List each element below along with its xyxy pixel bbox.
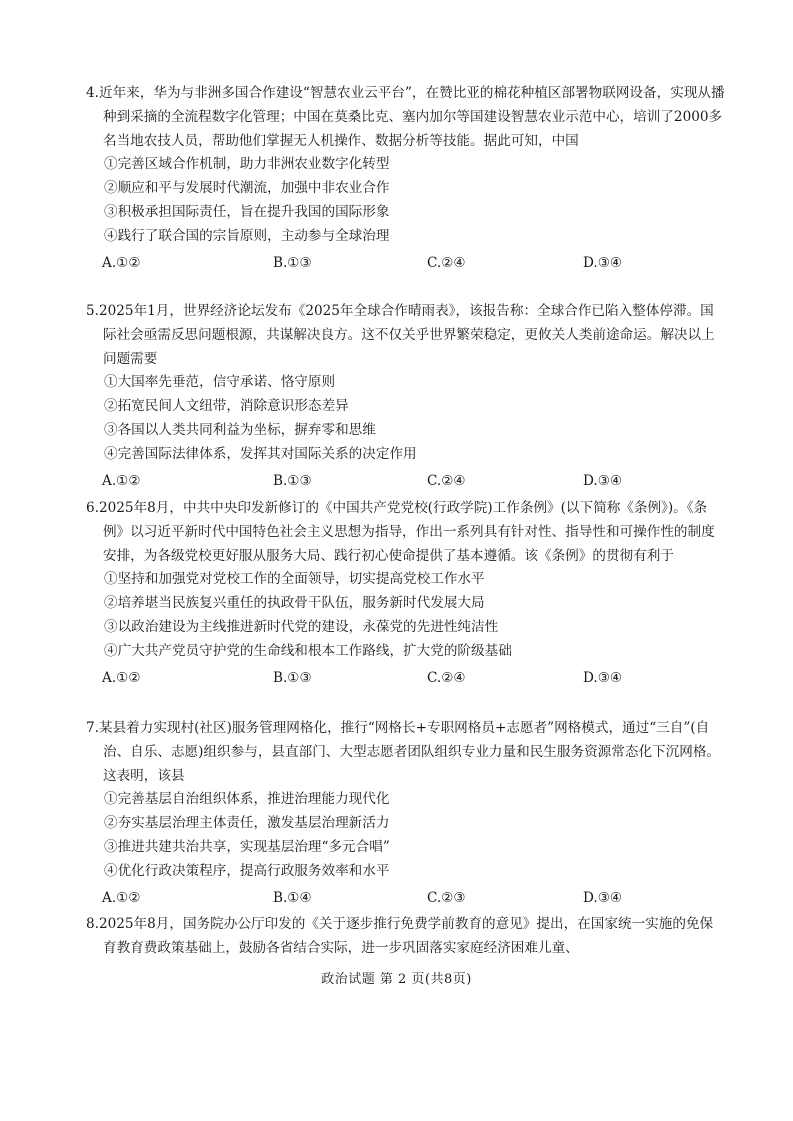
statement-3: ③积极承担国际责任，旨在提升我国的国际形象 xyxy=(104,203,390,220)
statement-1: ①完善基层自治组织体系，推进治理能力现代化 xyxy=(104,791,390,808)
choice-d: D.③④ xyxy=(583,889,623,906)
statement-2: ②夯实基层治理主体责任，激发基层治理新活力 xyxy=(104,815,390,832)
statement-3: ③推进共建共治共享，实现基层治理“多元合唱” xyxy=(104,838,390,855)
statement-4: ④完善国际法律体系，发挥其对国际关系的决定作用 xyxy=(104,445,417,462)
statement-4: ④广大共产党员守护党的生命线和根本工作路线，扩大党的阶级基础 xyxy=(104,642,512,659)
question-6 xyxy=(86,497,726,690)
statement-4: ④优化行政决策程序，提高行政服务效率和水平 xyxy=(104,862,390,879)
question-stem: 8.2025年8月，国务院办公厅印发的《关于逐步推行免费学前教育的意见》提出，在国家统一实施的免保育教育费政策基础上，鼓励各省结合实际，进一步巩固落实家庭经济困难儿童、 xyxy=(86,916,714,956)
question-stem: 7.某县着力实现村(社区)服务管理网格化，推行“网格长+专职网格员+志愿者”网格模式，通过“三自”(自治、自乐、志愿)组织参与，县直部门、大型志愿者团队组织专业力量和民生服务资源常态化下沉网格。这表明，该县 xyxy=(86,720,721,784)
choice-d: D.③④ xyxy=(583,472,623,489)
statement-1: ①坚持和加强党对党校工作的全面领导，切实提高党校工作水平 xyxy=(104,571,485,588)
choice-b: B.①③ xyxy=(273,669,312,686)
choice-c: C.②④ xyxy=(427,669,466,686)
statement-3: ③各国以人类共同利益为坐标，摒弃零和思维 xyxy=(104,421,376,438)
question-stem: 5.2025年1月，世界经济论坛发布《2025年全球合作晴雨表》，该报告称：全球合作已陷入整体停滞。国际社会亟需反思问题根源，共谋解决良方。这不仅关乎世界繁荣稳定，更攸关人类前途命运。解决以上问题需要 xyxy=(86,303,715,367)
question-stem: 4.近年来，华为与非洲多国合作建设“智慧农业云平台”，在赞比亚的棉花种植区部署物联网设备，实现从播种到采摘的全流程数字化管理；中国在莫桑比克、塞内加尔等国建设智慧农业示范中心，培训了2000多名当地农技人员，帮助他们掌握无人机操作、数据分析等技能。据此可知，中国 xyxy=(86,85,725,149)
choice-c: C.②④ xyxy=(427,472,466,489)
question-5 xyxy=(86,300,726,493)
statement-2: ②培养堪当民族复兴重任的执政骨干队伍，服务新时代发展大局 xyxy=(104,595,485,612)
choice-a: A.①② xyxy=(102,254,141,271)
choice-b: B.①③ xyxy=(273,254,312,271)
choice-d: D.③④ xyxy=(583,254,623,271)
choice-a: A.①② xyxy=(102,472,141,489)
question-7 xyxy=(86,717,726,910)
choice-d: D.③④ xyxy=(583,669,623,686)
choice-c: C.②④ xyxy=(427,254,466,271)
statement-3: ③以政治建设为主线推进新时代党的建设，永葆党的先进性纯洁性 xyxy=(104,618,499,635)
page-footer: 政治试题 第 2 页(共8页) xyxy=(321,972,472,987)
question-stem: 6.2025年8月，中共中央印发新修订的《中国共产党党校(行政学院)工作条例》(以下简称《条例》)。《条例》以习近平新时代中国特色社会主义思想为指导，作出一系列具有针对性、指导性和可操作性的制度安排，为各级党校更好服从服务大局、践行初心使命提供了基本遵循。该《条例》的贯彻有利于 xyxy=(86,500,715,564)
choice-a: A.①② xyxy=(102,669,141,686)
answer-choices xyxy=(86,666,726,690)
answer-choices xyxy=(86,251,726,275)
statement-2: ②顺应和平与发展时代潮流，加强中非农业合作 xyxy=(104,180,390,197)
statement-4: ④践行了联合国的宗旨原则，主动参与全球治理 xyxy=(104,227,390,244)
statement-1: ①大国率先垂范，信守承诺、恪守原则 xyxy=(104,374,336,391)
question-8 xyxy=(86,913,726,961)
statement-2: ②拓宽民间人文纽带，消除意识形态差异 xyxy=(104,398,349,415)
answer-choices xyxy=(86,469,726,493)
choice-c: C.②③ xyxy=(427,889,466,906)
statement-1: ①完善区域合作机制，助力非洲农业数字化转型 xyxy=(104,156,390,173)
choice-a: A.①② xyxy=(102,889,141,906)
choice-b: B.①④ xyxy=(273,889,312,906)
answer-choices xyxy=(86,886,726,910)
choice-b: B.①③ xyxy=(273,472,312,489)
question-4 xyxy=(86,82,726,275)
